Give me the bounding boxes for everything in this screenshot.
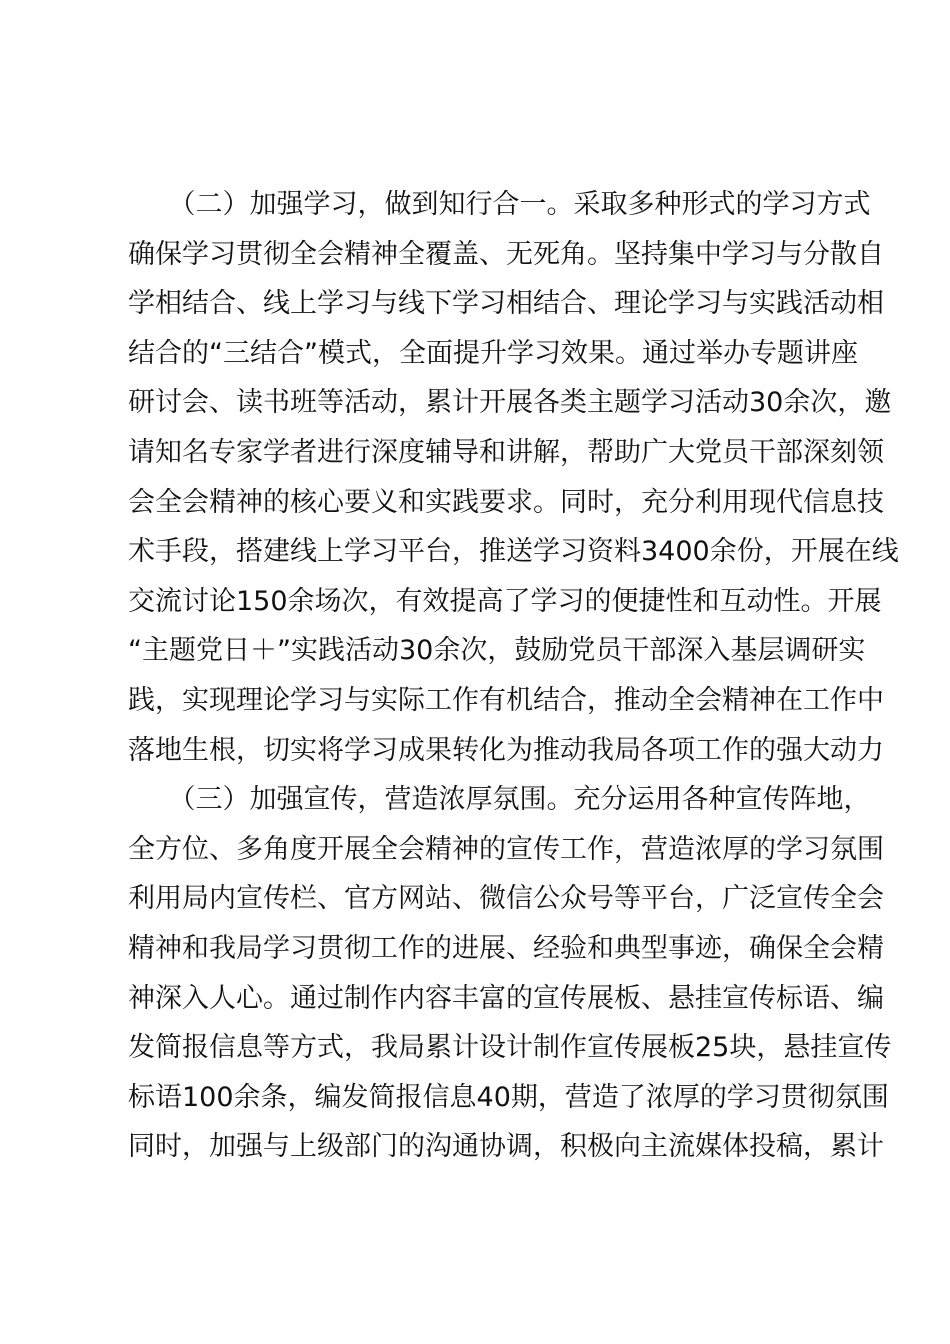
text-line: 全方位、多角度开展全会精神的宣传工作，营造浓厚的学习氛围 <box>128 833 884 865</box>
text-line: 结合的“三结合”模式，全面提升学习效果。通过举办专题讲座 <box>128 337 858 369</box>
text-line: 请知名专家学者进行深度辅导和讲解，帮助广大党员干部深刻领 <box>128 436 884 468</box>
text-line: 神深入人心。通过制作内容丰富的宣传展板、悬挂宣传标语、编 <box>128 982 884 1014</box>
text-line: “主题党日＋”实践活动30余次，鼓励党员干部深入基层调研实 <box>128 635 866 667</box>
text-line: 发简报信息等方式，我局累计设计制作宣传展板25块，悬挂宣传 <box>128 1032 892 1064</box>
text-line: 利用局内宣传栏、官方网站、微信公众号等平台，广泛宣传全会 <box>128 883 884 915</box>
text-line: 确保学习贯彻全会精神全覆盖、无死角。坚持集中学习与分散自 <box>128 238 884 270</box>
text-line: 标语100余条，编发简报信息40期，营造了浓厚的学习贯彻氛围 <box>128 1081 889 1113</box>
text-line: 交流讨论150余场次，有效提高了学习的便捷性和互动性。开展 <box>128 585 882 617</box>
text-line: 研讨会、读书班等活动，累计开展各类主题学习活动30余次，邀 <box>128 387 892 419</box>
text-line: 落地生根，切实将学习成果转化为推动我局各项工作的强大动力 <box>128 734 884 766</box>
body-text <box>128 180 899 1172</box>
text-line: （三）加强宣传，营造浓厚氛围。充分运用各种宣传阵地， <box>128 784 871 816</box>
text-line: 同时，加强与上级部门的沟通协调，积极向主流媒体投稿，累计 <box>128 1131 884 1163</box>
text-line: 践，实现理论学习与实际工作有机结合，推动全会精神在工作中 <box>128 684 884 716</box>
text-line: 术手段，搭建线上学习平台，推送学习资料3400余份，开展在线 <box>128 536 899 568</box>
text-line: 会全会精神的核心要义和实践要求。同时，充分利用现代信息技 <box>128 486 884 518</box>
text-line: 精神和我局学习贯彻工作的进展、经验和典型事迹，确保全会精 <box>128 932 884 964</box>
text-line: （二）加强学习，做到知行合一。采取多种形式的学习方式 <box>128 189 871 220</box>
text-line: 学相结合、线上学习与线下学习相结合、理论学习与实践活动相 <box>128 288 884 320</box>
